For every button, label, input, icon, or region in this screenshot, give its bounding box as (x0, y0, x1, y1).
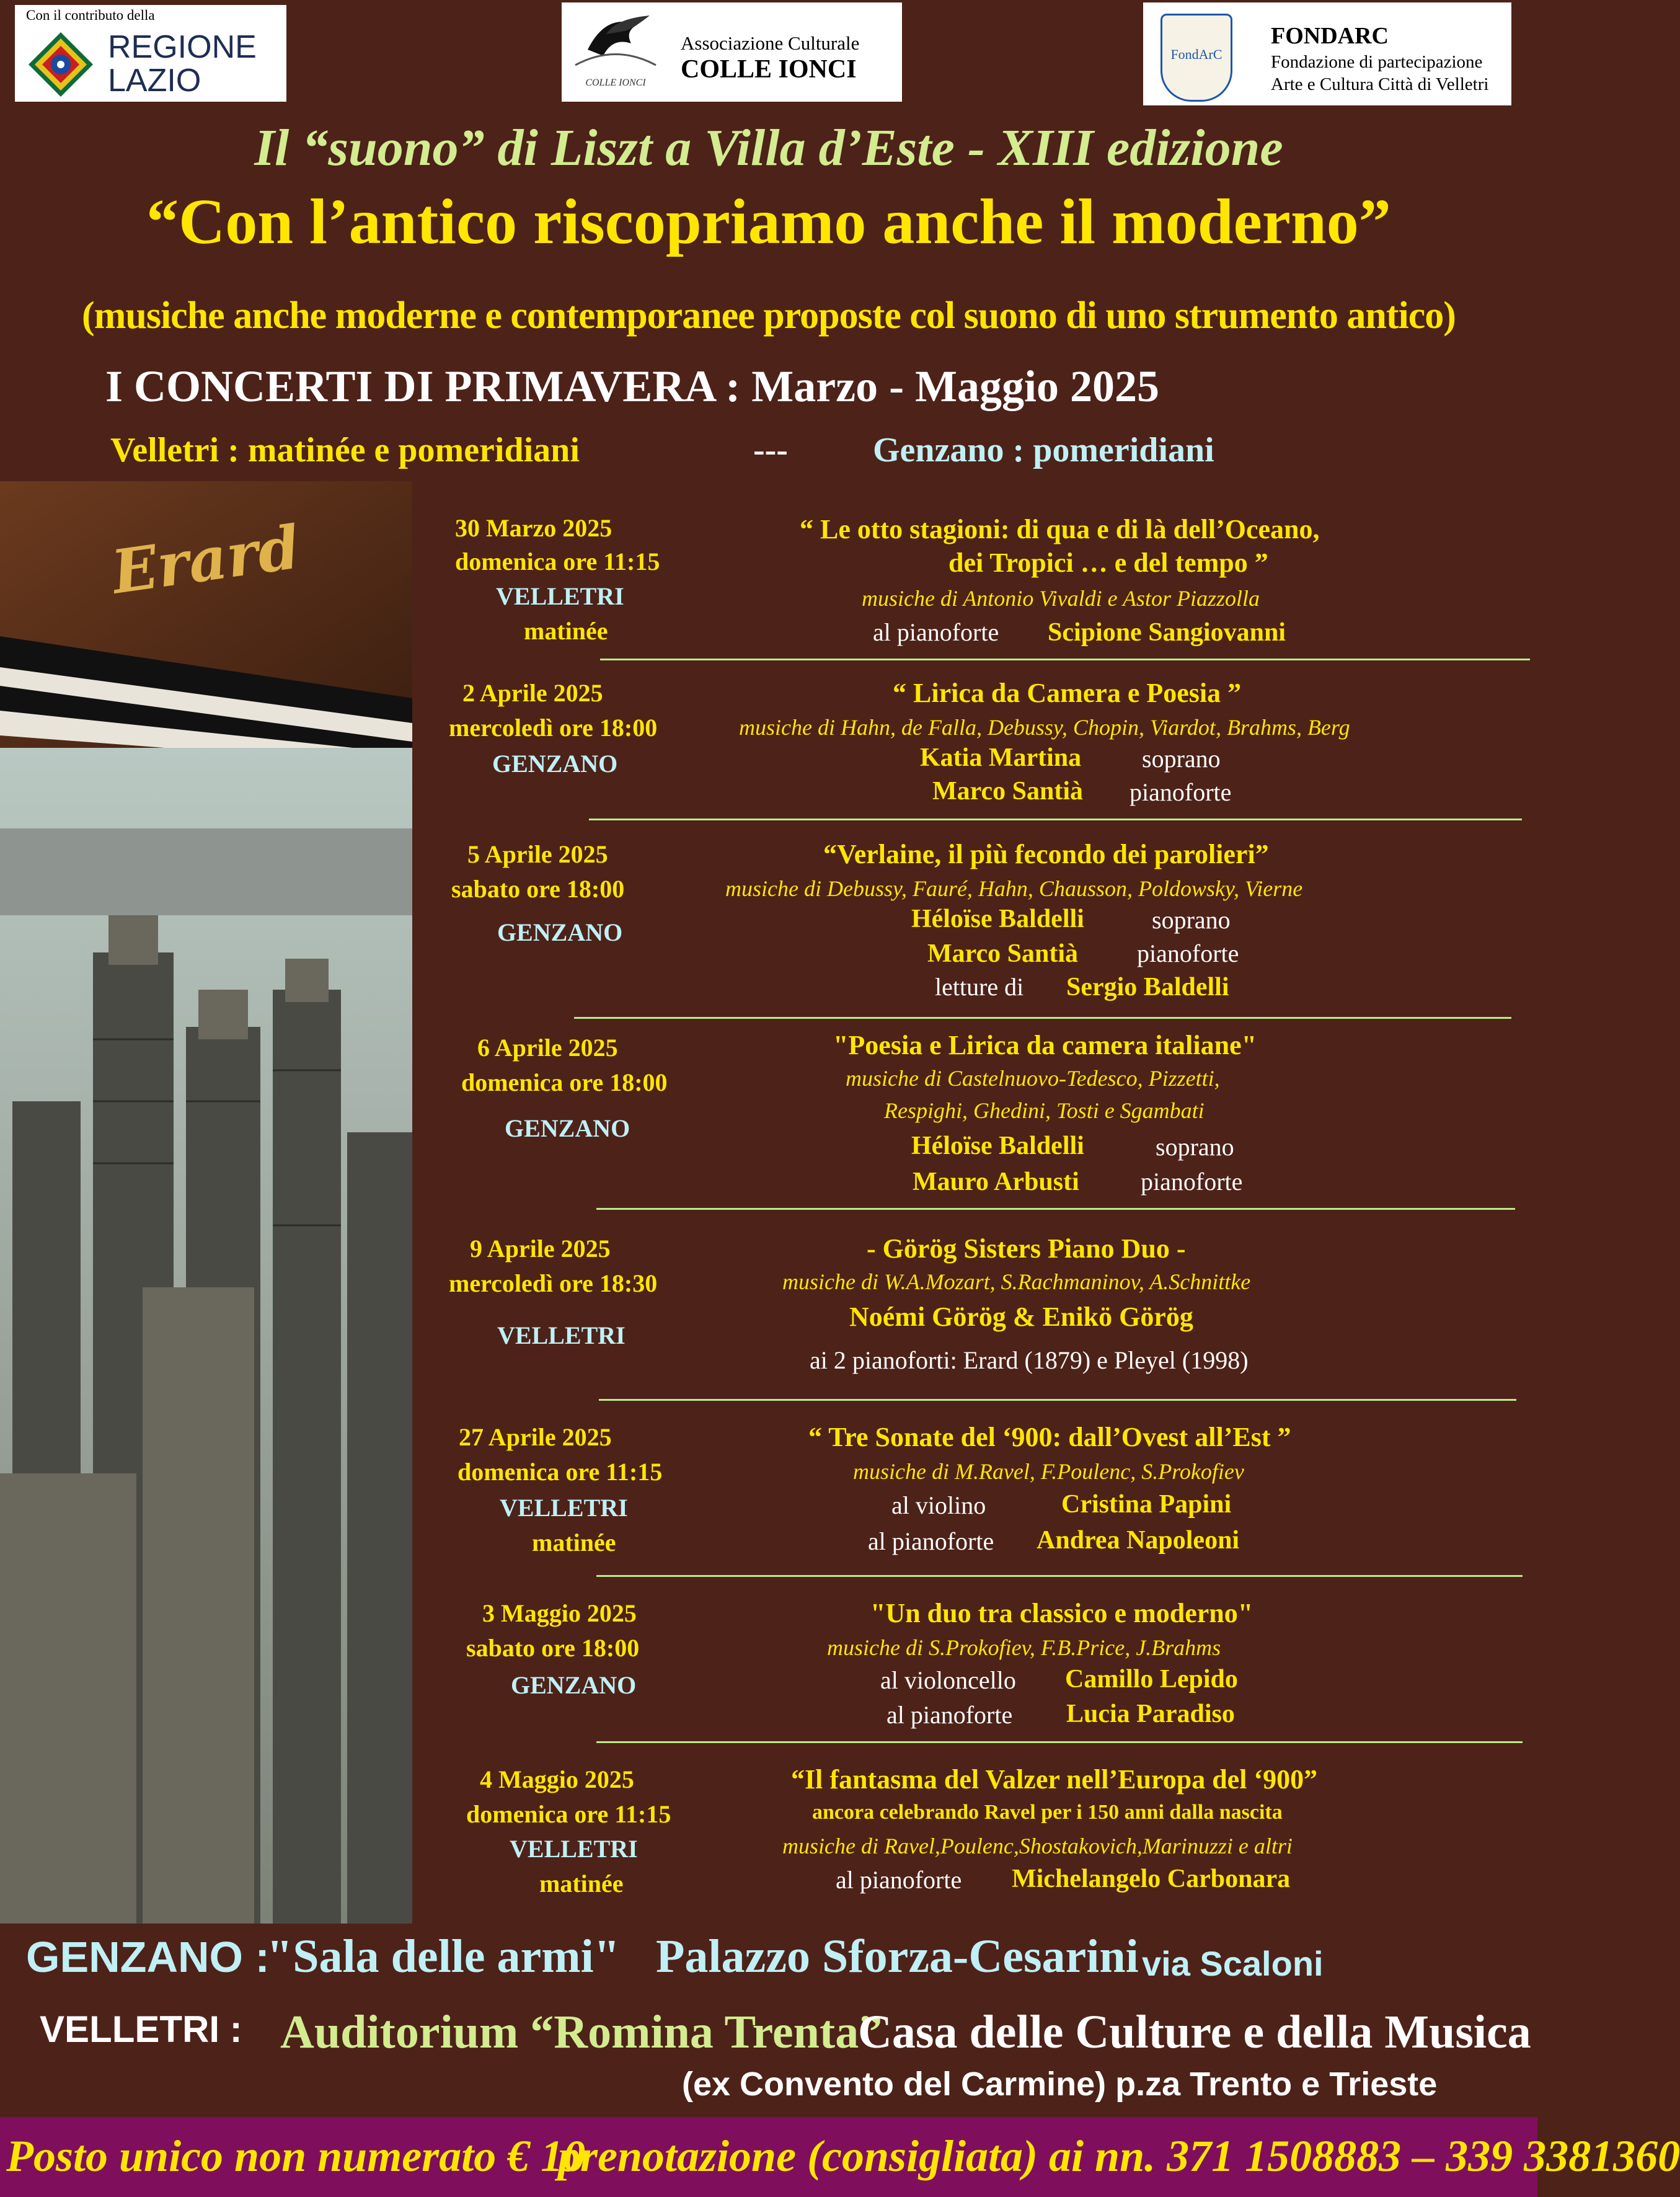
concert-2-role-1: soprano (1142, 745, 1221, 773)
colle-emblem-text: COLLE IONCI (585, 78, 646, 88)
concert-4-composers: musiche di Castelnuovo-Tedesco, Pizzetti, (846, 1066, 1220, 1091)
concert-4-performer-1: Héloïse Baldelli (911, 1132, 1084, 1160)
fondarc-logo (1143, 2, 1511, 105)
regione-name-1: REGIONE (108, 29, 257, 65)
fondarc-title: FONDARC (1271, 23, 1389, 49)
concert-3-title: “Verlaine, il più fecondo dei parolieri” (823, 839, 1269, 869)
concert-7-composers: musiche di S.Prokofiev, F.B.Price, J.Brahms (827, 1635, 1221, 1660)
regione-emblem-icon (26, 30, 95, 99)
concert-2-composers: musiche di Hahn, de Falla, Debussy, Chopin, Viardot, Brahms, Berg (739, 715, 1350, 740)
colle-emblem-icon (569, 6, 662, 98)
concert-3-performer-1: Héloïse Baldelli (911, 905, 1084, 933)
concert-1-extra: matinée (524, 617, 608, 645)
motto-subtitle: (musiche anche moderne e contemporanee proposte col suono di uno strumento antico) (82, 295, 1456, 337)
separator-3 (574, 1017, 1511, 1019)
concert-4-role-1: soprano (1156, 1133, 1234, 1161)
concert-6-role-1: al violino (891, 1491, 986, 1519)
velletri-label: VELLETRI : (40, 2008, 242, 2050)
motto-title: “Con l’antico riscopriamo anche il moderno” (146, 186, 1391, 257)
concert-7-time: sabato ore 18:00 (466, 1634, 640, 1662)
colle-name: COLLE IONCI (681, 55, 857, 84)
concert-3-performer-2: Marco Santià (927, 939, 1079, 968)
series-title: Il “suono” di Liszt a Villa d’Este - XIII edizione (254, 119, 1283, 177)
concert-6-title: “ Tre Sonate del ‘900: dall’Ovest all’Est ” (808, 1422, 1291, 1452)
concert-1-performer-1: Scipione Sangiovanni (1048, 618, 1286, 647)
concert-5-title: - Görög Sisters Piano Duo - (867, 1233, 1186, 1264)
concert-6-performer-2: Andrea Napoleoni (1037, 1526, 1240, 1555)
concert-6-place: VELLETRI (500, 1494, 628, 1522)
concert-6-role-2: al pianoforte (868, 1527, 994, 1555)
concert-3-role-1: soprano (1152, 906, 1231, 934)
concert-8-subtitle: ancora celebrando Ravel per i 150 anni dalla nascita (812, 1801, 1283, 1824)
regione-lazio-logo (15, 5, 286, 102)
concert-4-title: "Poesia e Lirica da camera italiane" (833, 1030, 1257, 1060)
velletri-house: Casa delle Culture e della Musica (858, 2006, 1531, 2058)
concert-1-title: “ Le otto stagioni: di qua e di là dell’Oceano, (800, 514, 1320, 544)
concert-7-place: GENZANO (511, 1671, 637, 1699)
concert-3-date: 5 Aprile 2025 (467, 840, 608, 868)
concert-5-place: VELLETRI (497, 1321, 626, 1349)
concert-5-date: 9 Aprile 2025 (470, 1235, 611, 1263)
concert-6-date: 27 Aprile 2025 (459, 1423, 612, 1451)
concert-8-performer-1: Michelangelo Carbonara (1012, 1865, 1291, 1893)
concert-3-role-3: letture di (935, 973, 1024, 1001)
concert-5-time: mercoledì ore 18:30 (449, 1269, 658, 1297)
concert-3-performer-3: Sergio Baldelli (1066, 973, 1229, 1001)
colle-ionci-logo (562, 2, 902, 102)
concert-1-title-2: dei Tropici … e del tempo ” (948, 548, 1268, 578)
concert-1-time: domenica ore 11:15 (455, 548, 660, 575)
season-title: I CONCERTI DI PRIMAVERA : Marzo - Maggio 2025 (105, 362, 1160, 411)
velletri-schedule: Velletri : matinée e pomeridiani (110, 431, 580, 469)
genzano-schedule: Genzano : pomeridiani (873, 431, 1214, 469)
velletri-address: (ex Convento del Carmine) p.za Trento e Trieste (682, 2066, 1438, 2103)
header-divider: --- (753, 431, 788, 469)
concert-1-date: 30 Marzo 2025 (455, 514, 612, 542)
concert-7-role-1: al violoncello (880, 1666, 1016, 1694)
concert-1-composers: musiche di Antonio Vivaldi e Astor Piazzolla (862, 586, 1260, 611)
concert-8-composers: musiche di Ravel,Poulenc,Shostakovich,Marinuzzi e altri (782, 1834, 1293, 1858)
concert-2-performer-1: Katia Martina (920, 743, 1082, 772)
separator-6 (596, 1575, 1523, 1577)
concert-7-performer-1: Camillo Lepido (1065, 1665, 1238, 1693)
concert-2-performer-2: Marco Santià (932, 777, 1084, 806)
separator-2 (589, 819, 1522, 820)
separator-7 (596, 1741, 1523, 1743)
concert-2-role-2: pianoforte (1130, 778, 1232, 806)
concert-4-place: GENZANO (505, 1114, 630, 1142)
concert-8-role-1: al pianoforte (836, 1866, 962, 1894)
genzano-street: via Scaloni (1142, 1944, 1324, 1983)
concert-6-composers: musiche di M.Ravel, F.Poulenc, S.Prokofiev (853, 1459, 1244, 1484)
fondarc-emblem-text: FondArC (1170, 47, 1222, 62)
concert-3-composers: musiche di Debussy, Fauré, Hahn, Chausson, Poldowsky, Vierne (725, 876, 1303, 901)
concert-6-performer-1: Cristina Papini (1061, 1490, 1232, 1519)
genzano-label: GENZANO : (26, 1933, 270, 1981)
velletri-hall: Auditorium “Romina Trenta” (280, 2006, 883, 2058)
concert-7-title: "Un duo tra classico e moderno" (870, 1598, 1253, 1628)
ticket-info: Posto unico non numerato € 10 (6, 2131, 586, 2181)
concert-1-place: VELLETRI (496, 582, 624, 610)
concert-7-role-2: al pianoforte (886, 1701, 1013, 1729)
concert-2-date: 2 Aprile 2025 (462, 679, 603, 707)
genzano-hall: "Sala delle armi" (267, 1930, 620, 1982)
concert-4-performer-2: Mauro Arbusti (913, 1168, 1079, 1196)
concert-3-place: GENZANO (497, 918, 623, 946)
concert-7-performer-2: Lucia Paradiso (1066, 1700, 1235, 1728)
booking-info: prenotazione (consigliata) ai nn. 371 1508883 – 339 3381360 (558, 2131, 1680, 2181)
separator-4 (596, 1208, 1515, 1210)
concert-8-date: 4 Maggio 2025 (480, 1765, 634, 1793)
concert-4-composers-2: Respighi, Ghedini, Tosti e Sgambati (884, 1098, 1205, 1123)
concert-5-performers: Noémi Görög & Enikö Görög (849, 1302, 1193, 1332)
concert-8-time: domenica ore 11:15 (466, 1800, 671, 1828)
concert-6-extra: matinée (532, 1529, 616, 1556)
fondarc-emblem-icon (1161, 14, 1232, 102)
fondarc-line-1: Fondazione di partecipazione (1271, 52, 1483, 72)
regione-name-2: LAZIO (108, 63, 201, 99)
footer-bar (0, 2117, 1680, 2197)
concert-1-role-1: al pianoforte (873, 618, 999, 646)
concert-8-place: VELLETRI (510, 1835, 638, 1863)
separator-5 (599, 1399, 1516, 1401)
colle-association: Associazione Culturale (681, 32, 860, 54)
concert-3-role-2: pianoforte (1137, 939, 1239, 967)
concert-6-time: domenica ore 11:15 (458, 1458, 663, 1486)
concert-8-extra: matinée (539, 1870, 624, 1897)
erard-city-image (0, 481, 412, 1924)
concert-2-time: mercoledì ore 18:00 (449, 714, 658, 742)
concert-2-title: “ Lirica da Camera e Poesia ” (893, 678, 1242, 708)
concert-7-date: 3 Maggio 2025 (482, 1599, 637, 1627)
erard-logo: Erard (107, 512, 304, 608)
concert-8-title: “Il fantasma del Valzer nell’Europa del ‘900” (791, 1764, 1318, 1795)
concert-4-role-2: pianoforte (1141, 1168, 1243, 1196)
concert-4-date: 6 Aprile 2025 (477, 1034, 618, 1062)
concert-2-place: GENZANO (492, 750, 618, 778)
fondarc-line-2: Arte e Cultura Città di Velletri (1271, 74, 1489, 94)
genzano-palace: Palazzo Sforza-Cesarini (656, 1930, 1139, 1982)
concert-4-time: domenica ore 18:00 (461, 1068, 668, 1096)
concert-5-composers: musiche di W.A.Mozart, S.Rachmaninov, A.Schnittke (782, 1269, 1251, 1294)
erard-city-illustration (0, 481, 412, 1924)
concert-5-note: ai 2 pianoforti: Erard (1879) e Pleyel (1998) (810, 1346, 1249, 1374)
concert-3-time: sabato ore 18:00 (451, 875, 625, 903)
separator-1 (600, 659, 1530, 660)
regione-caption: Con il contributo della (26, 7, 155, 23)
